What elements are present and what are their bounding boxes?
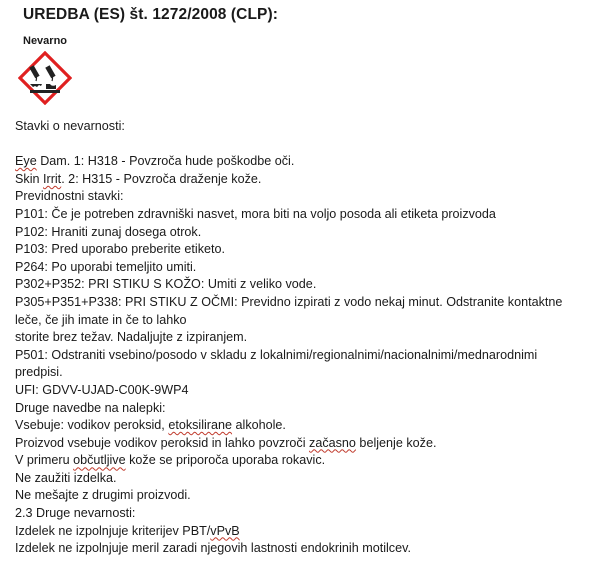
bleach-text: beljenje kože. bbox=[355, 435, 437, 450]
contains-text: alkohole. bbox=[232, 418, 286, 433]
spellcheck-word: občutljive bbox=[73, 453, 126, 468]
precaution-heading: Previdnostni stavki: bbox=[15, 189, 124, 204]
gloves-line bbox=[15, 452, 595, 470]
spacer bbox=[15, 136, 595, 154]
ufi-code: UFI: GDVV-UJAD-C00K-9WP4 bbox=[15, 382, 189, 397]
precaution-p302: P302+P352: PRI STIKU S KOŽO: Umiti z veliko vode. bbox=[15, 277, 317, 292]
no-swallow-line: Ne zaužiti izdelka. bbox=[15, 470, 117, 485]
pbt-line bbox=[15, 523, 595, 541]
bleach-line bbox=[15, 435, 595, 453]
regulation-title: UREDBA (ES) št. 1272/2008 (CLP): bbox=[23, 6, 278, 23]
spellcheck-word: Irrit bbox=[43, 171, 62, 186]
contains-text: Vsebuje: vodikov peroksid, bbox=[15, 418, 169, 433]
hazard-h315-prefix: Skin bbox=[15, 171, 43, 186]
precaution-p103: P103: Pred uporabo preberite etiketo. bbox=[15, 242, 226, 257]
spellcheck-word: Eye bbox=[15, 154, 37, 169]
precaution-p264: P264: Po uporabi temeljito umiti. bbox=[15, 259, 197, 274]
contains-line bbox=[15, 417, 595, 435]
bleach-text: Proizvod vsebuje vodikov peroksid in lahko povzroči bbox=[15, 435, 310, 450]
precaution-p501-cont: predpisi. bbox=[15, 365, 63, 380]
gloves-text: kože se priporoča uporaba rokavic. bbox=[125, 453, 326, 468]
precaution-p102: P102: Hraniti zunaj dosega otrok. bbox=[15, 224, 202, 239]
spellcheck-word: vPvB bbox=[210, 523, 240, 538]
pbt-text: Izdelek ne izpolnjuje kriterijev PBT/ bbox=[15, 523, 211, 538]
precaution-p305: P305+P351+P338: PRI STIKU Z OČMI: Previdno izpirati z vodo nekaj minut. Odstranite kontaktne bbox=[15, 294, 563, 309]
hazard-h318-text: Dam. 1: H318 - Povzroča hude poškodbe oči. bbox=[36, 154, 295, 169]
signal-word: Nevarno bbox=[23, 35, 68, 47]
hazard-h315-text: . 2: H315 - Povzroča draženje kože. bbox=[61, 171, 262, 186]
spellcheck-word: etoksilirane bbox=[168, 418, 233, 433]
gloves-text: V primeru bbox=[15, 453, 74, 468]
section-2-3-heading: 2.3 Druge nevarnosti: bbox=[15, 506, 136, 521]
spellcheck-word: začasno bbox=[309, 435, 356, 450]
hazard-heading: Stavki o nevarnosti: bbox=[15, 119, 125, 133]
precaution-p501: P501: Odstraniti vsebino/posodo v skladu z lokalnimi/regionalnimi/nacionalnimi/mednarodnimi bbox=[15, 347, 538, 362]
no-mix-line: Ne mešajte z drugimi proizvodi. bbox=[15, 488, 191, 503]
other-heading: Druge navedbe na nalepki: bbox=[15, 400, 166, 415]
label-text bbox=[15, 118, 595, 558]
precaution-p101: P101: Če je potreben zdravniški nasvet, mora biti na voljo posoda ali etiketa proizvoda bbox=[15, 206, 496, 221]
hazard-h318 bbox=[15, 153, 595, 171]
precaution-p305-cont: storite brez težav. Nadaljujte z izpiranjem. bbox=[15, 330, 248, 345]
ghs05-corrosion-icon bbox=[18, 51, 72, 105]
hazard-h315 bbox=[15, 171, 595, 189]
precaution-p305-cont: leče, če jih imate in če to lahko bbox=[15, 312, 187, 327]
endocrine-line: Izdelek ne izpolnjuje meril zaradi njegovih lastnosti endokrinih motilcev. bbox=[15, 541, 411, 556]
